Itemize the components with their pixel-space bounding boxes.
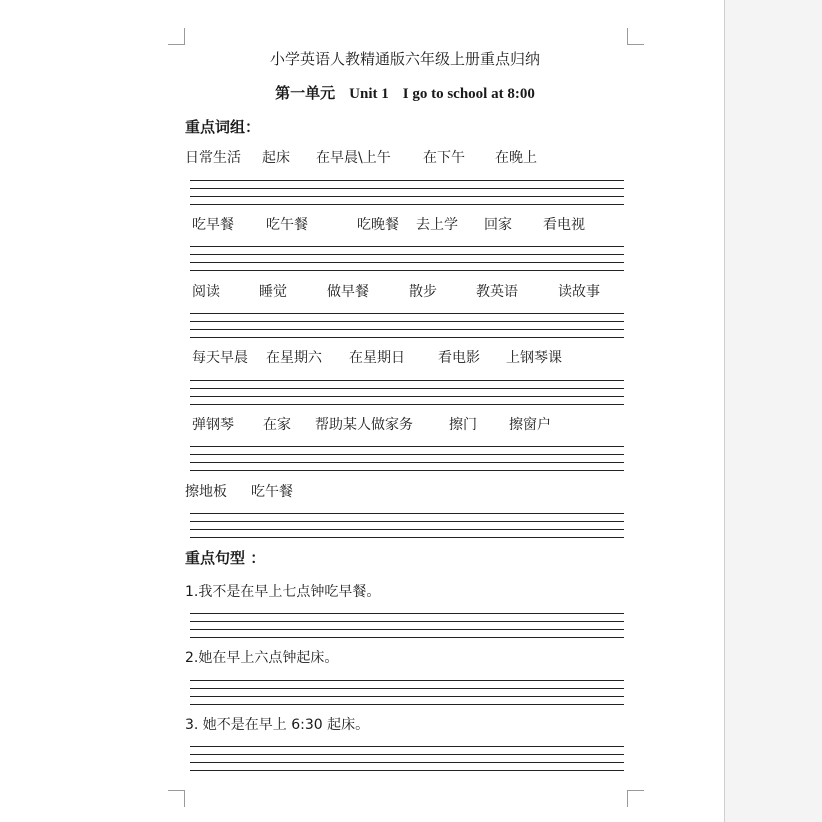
- phrase: 回家: [484, 217, 512, 233]
- phrase: 起床: [262, 150, 290, 166]
- unit-number: Unit 1: [349, 86, 389, 102]
- unit-heading: [185, 84, 625, 104]
- phrase: 读故事: [558, 284, 600, 300]
- crop-mark-bottom-right: [627, 790, 644, 807]
- crop-mark-bottom-left: [168, 790, 185, 807]
- sentence-2: 2.她在早上六点钟起床。: [185, 650, 339, 666]
- document-gutter: [725, 0, 822, 822]
- unit-topic: I go to school at 8:00: [402, 86, 535, 102]
- phrase: 吃晚餐: [357, 217, 399, 233]
- phrases-heading: 重点词组：: [185, 118, 261, 136]
- phrase: 在下午: [423, 150, 465, 166]
- phrase: 教英语: [476, 284, 518, 300]
- phrase: 擦窗户: [509, 417, 551, 433]
- phrase: 弹钢琴: [192, 417, 234, 433]
- phrase: 吃午餐: [251, 484, 293, 500]
- phrase: 在晚上: [495, 150, 537, 166]
- unit-label: 第一单元: [275, 86, 336, 102]
- crop-mark-top-left: [168, 28, 185, 45]
- sentence-1: 1.我不是在早上七点钟吃早餐。: [185, 584, 381, 600]
- phrase-row: [0, 148, 724, 168]
- phrase: 在家: [263, 417, 291, 433]
- phrase: 上钢琴课: [506, 350, 562, 366]
- phrase: 睡觉: [259, 284, 287, 300]
- phrase: 吃早餐: [192, 217, 234, 233]
- phrase: 擦地板: [185, 484, 227, 500]
- phrase: 在星期六: [266, 350, 322, 366]
- phrase-row: [0, 348, 724, 368]
- phrase: 在早晨\上午: [316, 150, 391, 166]
- phrase: 看电影: [438, 350, 480, 366]
- document-title: 小学英语人教精通版六年级上册重点归纳: [269, 50, 540, 68]
- phrase: 日常生活: [185, 150, 241, 166]
- sentences-heading: 重点句型 ：: [185, 549, 266, 567]
- crop-mark-top-right: [627, 28, 644, 45]
- phrase: 阅读: [192, 284, 220, 300]
- phrase-row: [0, 415, 724, 435]
- phrase: 散步: [409, 284, 437, 300]
- phrase: 擦门: [449, 417, 477, 433]
- phrase: 吃午餐: [266, 217, 308, 233]
- phrase-row: [0, 215, 724, 235]
- phrase: 去上学: [416, 217, 458, 233]
- phrase-row: [0, 282, 724, 302]
- sentence-3: 3. 她不是在早上 6:30 起床。: [185, 717, 370, 733]
- phrase: 每天早晨: [192, 350, 248, 366]
- phrase: 在星期日: [349, 350, 405, 366]
- phrase: 看电视: [543, 217, 585, 233]
- phrase: 帮助某人做家务: [315, 417, 413, 433]
- phrase-row: [0, 482, 724, 502]
- phrase: 做早餐: [327, 284, 369, 300]
